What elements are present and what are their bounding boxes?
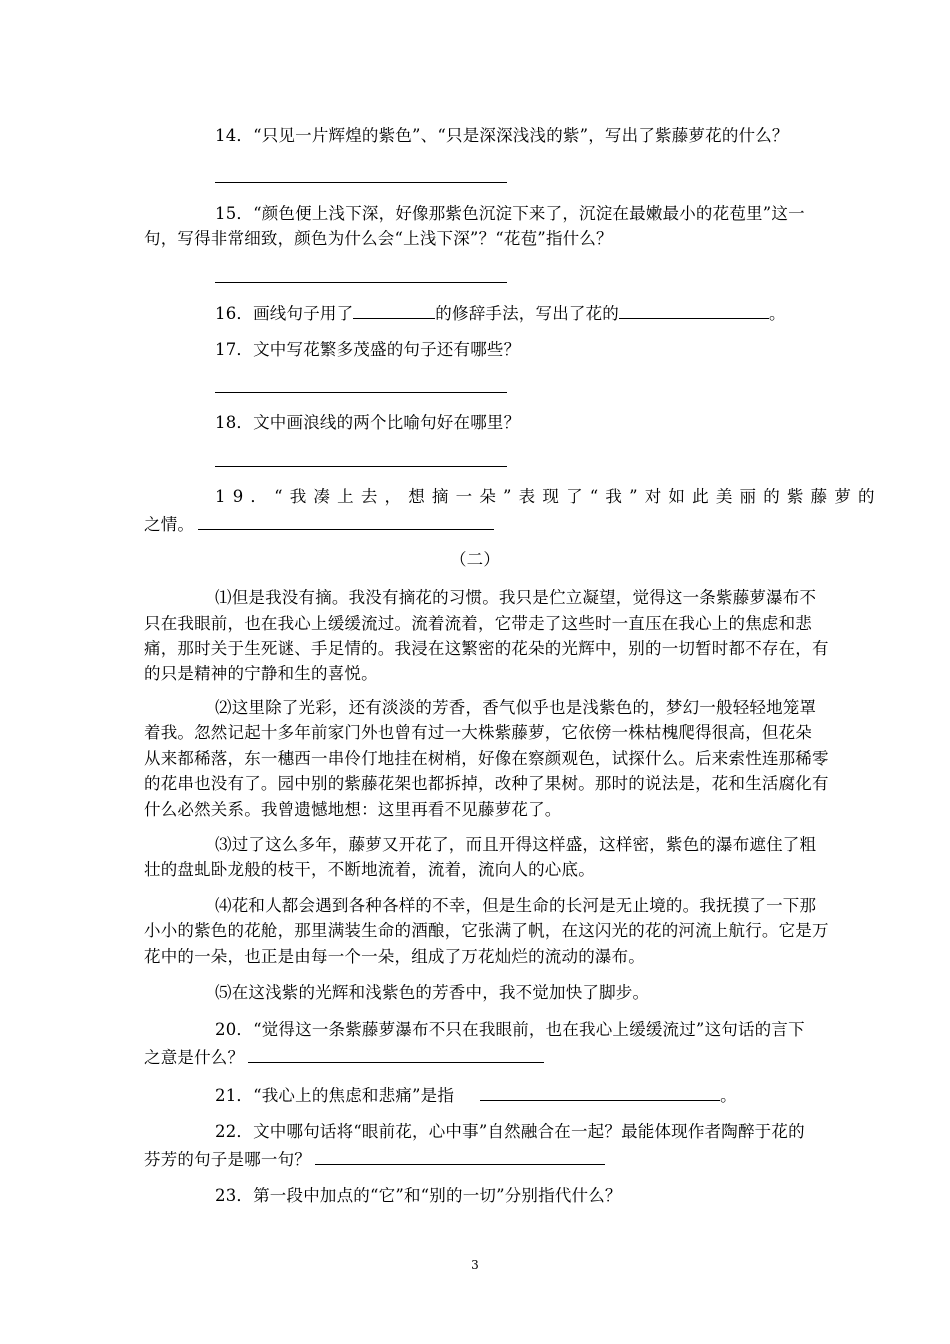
passage-p2-line5: 什么必然关系。我曾遗憾地想：这里再看不见藤萝花了。 <box>144 800 562 819</box>
answer-blank-20[interactable] <box>248 1046 544 1063</box>
question-21-text: 21．“我心上的焦虑和悲痛”是指 <box>215 1086 455 1105</box>
question-16-text-c: 。 <box>769 304 786 323</box>
page-number: 3 <box>471 1258 479 1272</box>
question-22-text: 芬芳的句子是哪一句？ <box>144 1150 311 1169</box>
question-18: 18．文中画浪线的两个比喻句好在哪里？ <box>215 413 521 432</box>
question-16-text-b: 的修辞手法，写出了花的 <box>435 304 619 323</box>
answer-blank-18[interactable] <box>215 466 507 467</box>
question-16-text-a: 16．画线句子用了 <box>215 304 354 323</box>
answer-blank-16a[interactable] <box>353 302 435 319</box>
question-15-line2: 句，写得非常细致，颜色为什么会“上浅下深”？“花苞”指什么？ <box>144 229 613 248</box>
question-16 <box>215 302 786 324</box>
answer-blank-22[interactable] <box>315 1148 605 1165</box>
passage-p1-line2: 只在我眼前，也在我心上缓缓流过。流着流着，它带走了这些时一直压在我心上的焦虑和悲 <box>144 614 812 633</box>
passage-p5-line1: ⑸在这浅紫的光辉和浅紫色的芳香中，我不觉加快了脚步。 <box>215 983 650 1002</box>
passage-p3-line2: 壮的盘虬卧龙般的枝干，不断地流着，流着，流向人的心底。 <box>144 860 595 879</box>
question-23: 23．第一段中加点的“它”和“别的一切”分别指代什么？ <box>215 1186 622 1205</box>
answer-blank-15[interactable] <box>215 282 507 283</box>
passage-p2-line1: ⑵这里除了光彩，还有淡淡的芳香，香气似乎也是浅紫色的，梦幻一般轻轻地笼罩 <box>215 698 817 717</box>
question-20-line1: 20．“觉得这一条紫藤萝瀑布不只在我眼前，也在我心上缓缓流过”这句话的言下 <box>215 1020 805 1039</box>
question-21-end: 。 <box>720 1086 737 1105</box>
answer-blank-17[interactable] <box>215 392 507 393</box>
question-15-line1: 15．“颜色便上浅下深，好像那紫色沉淀下来了，沉淀在最嫩最小的花苞里”这一 <box>215 204 805 223</box>
passage-p2-line2: 着我。忽然记起十多年前家门外也曾有过一大株紫藤萝，它依傍一株枯槐爬得很高，但花朵 <box>144 723 812 742</box>
passage-p3-line1: ⑶过了这么多年，藤萝又开花了，而且开得这样盛，这样密，紫色的瀑布遮住了粗 <box>215 835 817 854</box>
passage-p4-line1: ⑷花和人都会遇到各种各样的不幸，但是生命的长河是无止境的。我抚摸了一下那 <box>215 896 817 915</box>
passage-p1-line3: 痛，那时关于生死谜、手足情的。我浸在这繁密的花朵的光辉中，别的一切暂时都不存在，有 <box>144 639 829 658</box>
question-22-line1: 22．文中哪句话将“眼前花，心中事”自然融合在一起？最能体现作者陶醉于花的 <box>215 1122 805 1141</box>
passage-p4-line2: 小小的紫色的花舱，那里满装生命的酒酿，它张满了帆，在这闪光的花的河流上航行。它是万 <box>144 921 829 940</box>
question-20-line2 <box>144 1046 544 1068</box>
answer-blank-19[interactable] <box>198 513 494 530</box>
answer-blank-21[interactable] <box>480 1084 720 1101</box>
passage-p4-line3: 花中的一朵，也正是由每一个一朵，组成了万花灿烂的流动的瀑布。 <box>144 947 645 966</box>
question-17: 17．文中写花繁多茂盛的句子还有哪些？ <box>215 340 521 359</box>
question-19-line1: 19．“我凑上去，想摘一朵”表现了“我”对如此美丽的紫藤萝的 <box>215 487 882 506</box>
question-14: 14．“只见一片辉煌的紫色”、“只是深深浅浅的紫”，写出了紫藤萝花的什么？ <box>215 126 789 145</box>
passage-p2-line4: 的花串也没有了。园中别的紫藤花架也都拆掉，改种了果树。那时的说法是，花和生活腐化有 <box>144 774 829 793</box>
answer-blank-16b[interactable] <box>619 302 769 319</box>
passage-p1-line4: 的只是精神的宁静和生的喜悦。 <box>144 664 378 683</box>
question-21 <box>215 1084 737 1106</box>
question-20-text: 之意是什么？ <box>144 1048 245 1067</box>
passage-p1-line1: ⑴但是我没有摘。我没有摘花的习惯。我只是伫立凝望，觉得这一条紫藤萝瀑布不 <box>215 588 817 607</box>
answer-blank-14[interactable] <box>215 182 507 183</box>
question-19-line2 <box>144 513 494 535</box>
question-19-text: 之情。 <box>144 515 195 534</box>
section-title: （二） <box>449 550 501 569</box>
question-22-line2 <box>144 1148 605 1170</box>
passage-p2-line3: 从来都稀落，东一穗西一串伶仃地挂在树梢，好像在察颜观色，试探什么。后来索性连那稀零 <box>144 749 829 768</box>
